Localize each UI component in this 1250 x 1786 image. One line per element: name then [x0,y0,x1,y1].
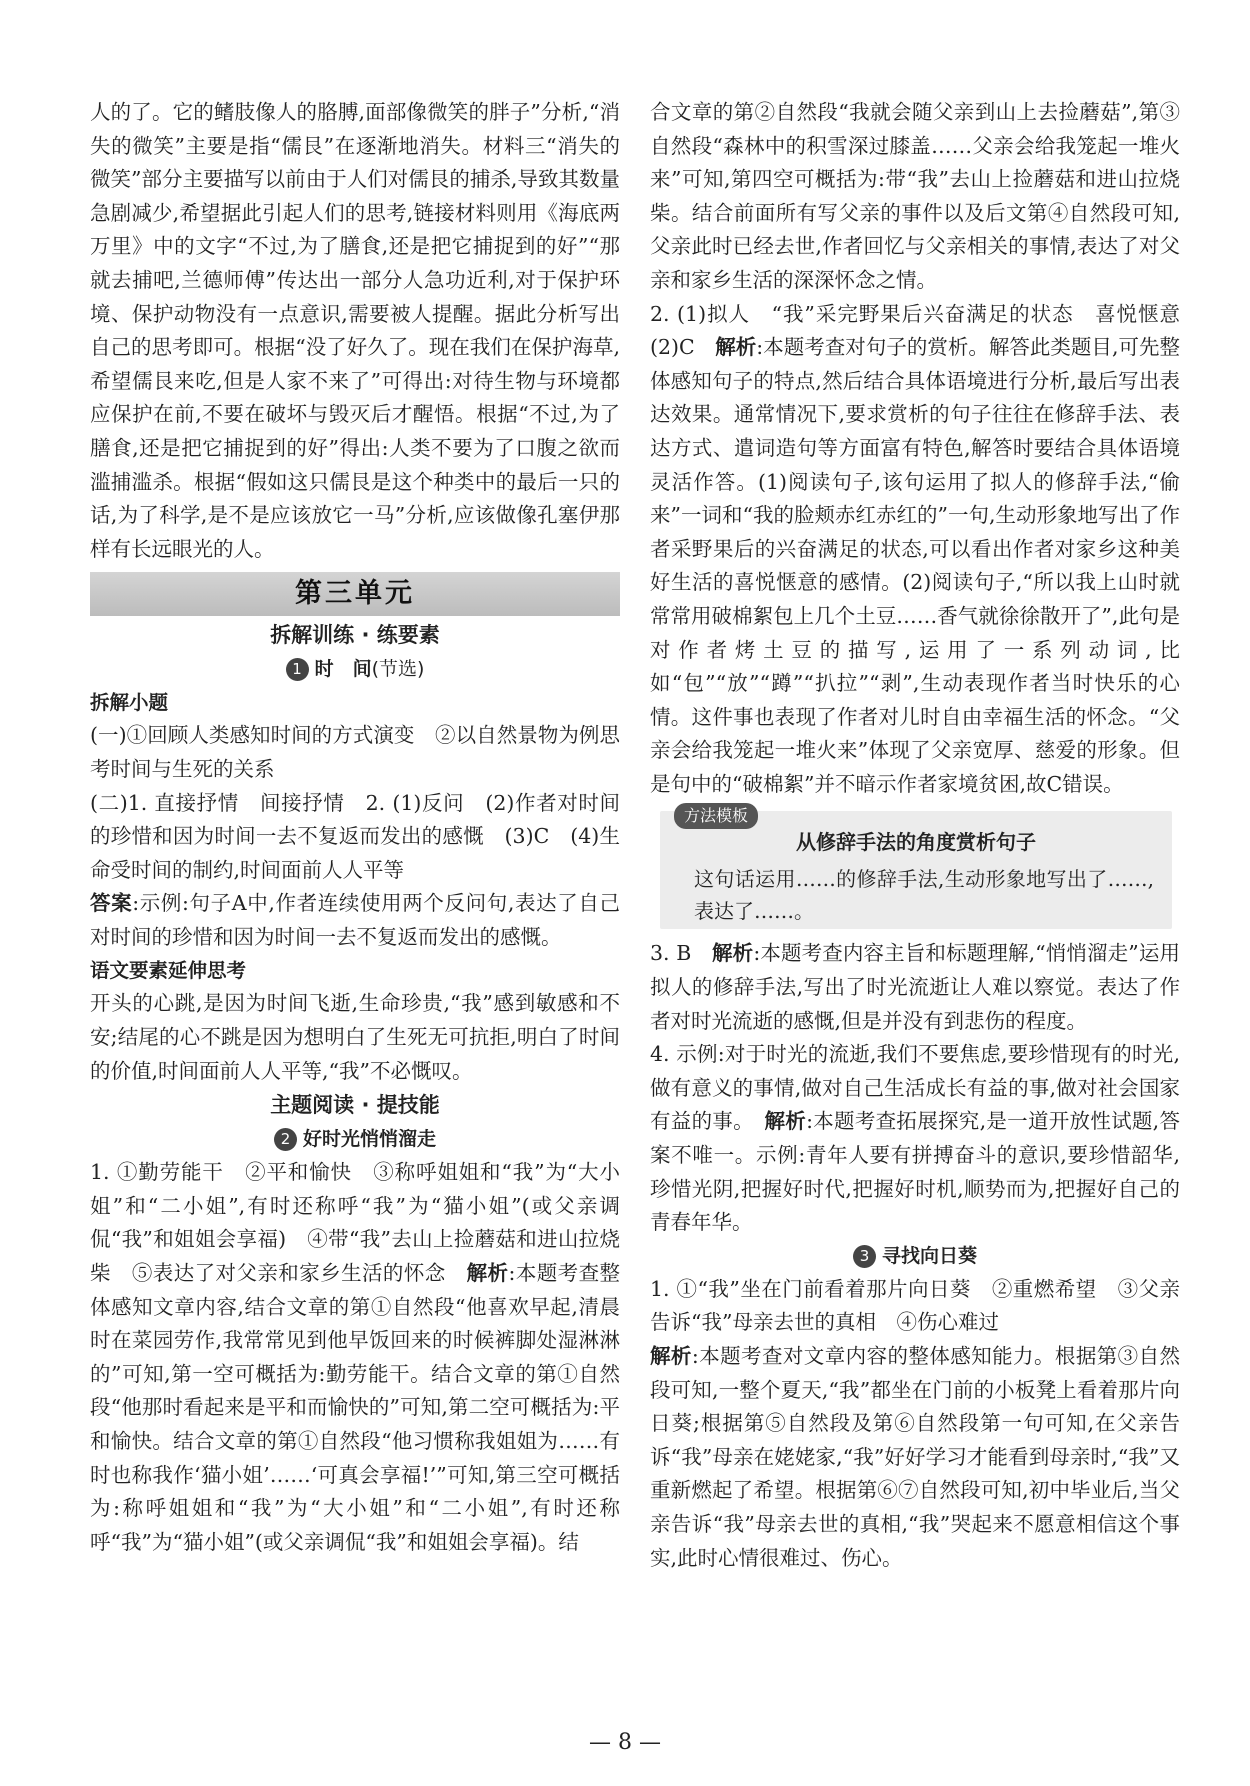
section-heading: 主题阅读 · 提技能 [270,1093,440,1118]
answer-paragraph [650,298,1201,802]
page-number: — 8 — [589,1730,661,1755]
method-text: 这句话运用……的修辞手法,生动形象地写出了……,表达了……。 [694,867,1154,924]
answer-text: 1. ①勤劳能干 ②平和愉快 ③称呼姐姐和“我”为“大小姐”和“二小姐”,有时还称呼“我”为“猫小姐”(或父亲调侃“我”和姐姐会享福) ④带“我”去山上捡蘑菇和进山拉烧柴 ⑤表达了对父亲和家乡生活的怀念 [90,1160,620,1286]
section-heading: 拆解训练 · 练要素 [270,623,440,648]
answer-line: (一)①回顾人类感知时间的方式演变 ②以自然景物为例思考时间与生死的关系 [90,723,620,781]
number-badge: 3 [853,1245,876,1268]
article-title [90,1123,620,1156]
answer-text: :示例:句子A中,作者连续使用两个反问句,表达了自己对时间的珍惜和因为时间一去不复返而发出的感慨。 [90,891,620,949]
analysis-text: :本题考查对文章内容的整体感知能力。根据第③自然段可知,一整个夏天,“我”都坐在门前的小板凳上看着那片向日葵;根据第⑤自然段及第⑥自然段第一句可知,在父亲告诉“我”母亲在姥姥家,“我”好好学习才能看到母亲时,“我”又重新燃起了希望。根据第⑥⑦自然段可知,初中毕业后,当父亲告诉“我”母亲去世的真相,“我”哭起来不愿意相信这个事实,此时心情很难过、伤心。 [650,1344,1181,1570]
answer-line: (二)1. 直接抒情 间接抒情 2. (1)反问 (2)作者对时间的珍惜和因为时间一去不复返而发出的感慨 (3)C (4)生命受时间的制约,时间面前人人平等 [90,790,620,882]
number-badge: 2 [274,1128,297,1151]
left-column [90,96,620,1559]
article-title-text: 寻找向日葵 [881,1244,977,1267]
analysis-text: :本题考查对句子的赏析。解答此类题目,可先整体感知句子的特点,然后结合具体语境进行分析,最后写出表达效果。通常情况下,要求赏析的句子往往在修辞手法、表达方式、遣词造句等方面富有特色,解答时要结合具体语境灵活作答。(1)阅读句子,该句运用了拟人的修辞手法,“偷来”一词和“我的脸颊赤红赤红的”一句,生动形象地写出了作者采野果后的兴奋满足的状态,可以看出作者对家乡这种美好生活的喜悦惬意的感情。(2)阅读句子,“所以我上山时就常常用破棉絮包上几个土豆……香气就徐徐散开了”,此句是对作者烤土豆的描写,运用了一系列动词,比如“包”“放”“蹲”“扒拉”“剥”,生动表现作者当时快乐的心情。这件事也表现了作者对儿时自由幸福生活的怀念。“父亲会给我笼起一堆火来”体现了父亲宽厚、慈爱的形象。但是句中的“破棉絮”并不暗示作者家境贫困,故C错误。 [650,335,1181,796]
analysis-text: :本题考查拓展探究,是一道开放性试题,答案不唯一。示例:青年人要有拼搏奋斗的意识,要珍惜韶华,珍惜光阴,把握好时代,把握好时机,顺势而为,把握好自己的青春年华。 [650,1109,1180,1235]
analysis-text: :本题考查整体感知文章内容,结合文章的第①自然段“他喜欢早起,清晨时在菜园劳作,我常常见到他早饭回来的时候裤脚处湿淋淋的”可知,第一空可概括为:勤劳能干。结合文章的第①自然段“他那时看起来是平和而愉快的”可知,第二空可概括为:平和愉快。结合文章的第①自然段“他习惯称我姐姐为……有时也称我作‘猫小姐’……‘可真会享福!’”可知,第三空可概括为:称呼姐姐和“我”为“大小姐”和“二小姐”,有时还称呼“我”为“猫小姐”(或父亲调侃“我”和姐姐会享福)。结 [90,1261,621,1554]
paragraph: 人的了。它的鳍肢像人的胳膊,面部像微笑的胖子”分析,“消失的微笑”主要是指“儒艮”在逐渐地消失。材料三“消失的微笑”部分主要描写以前由于人们对儒艮的捕杀,导致其数量急剧减少,希望据此引起人们的思考,链接材料则用《海底两万里》中的文字“不过,为了膳食,还是把它捕捉到的好”“那就去捕吧,兰德师傅”传达出一部分人急功近利,对于保护环境、保护动物没有一点意识,需要被人提醒。据此分析写出自己的思考即可。根据“没了好久了。现在我们在保护海草,希望儒艮来吃,但是人家不来了”可得出:对待生物与环境都应保护在前,不要在破坏与毁灭后才醒悟。根据“不过,为了膳食,还是把它捕捉到的好”得出:人类不要为了口腹之欲而滥捕滥杀。根据“假如这只儒艮是这个种类中的最后一只的话,为了科学,是不是应该放它一马”分析,应该做像孔塞伊那样有长远眼光的人。 [90,100,620,561]
article-title-text: 好时光悄悄溜走 [302,1128,436,1151]
analysis-label: 解析 [712,941,754,966]
article-title [90,653,620,686]
article-title [650,1240,1180,1273]
unit-title: 第三单元 [90,572,620,616]
analysis-label: 解析 [650,1344,692,1368]
answer-text: 4. 示例:对于时光的流逝,我们不要焦虑,要珍惜现有的时光,做有意义的事情,做对自己生活成长有益的事,做对社会国家有益的事。 [650,1042,1180,1134]
answer-paragraph [90,887,620,954]
analysis-text: :本题考查内容主旨和标题理解,“悄悄溜走”运用拟人的修辞手法,写出了时光流逝让人难以察觉。表达了作者对时光流逝的感慨,但是并没有到悲伤的程度。 [650,941,1181,1033]
right-column [650,96,1201,1575]
sub-heading: 语文要素延伸思考 [90,959,247,983]
article-note: (节选) [371,658,425,681]
answer-text: 2. (1)拟人 “我”采完野果后兴奋满足的状态 喜悦惬意 (2)C [650,301,1201,360]
answer-line: 1. ①“我”坐在门前看着那片向日葵 ②重燃希望 ③父亲告诉“我”母亲去世的真相 ④伤心难过 [650,1276,1180,1335]
answer-paragraph [650,1340,1180,1575]
article-title-text: 时 间 [314,658,372,681]
analysis-label: 解析 [764,1109,807,1134]
method-template-box [660,806,1172,929]
answer-paragraph [90,1156,620,1559]
answer-paragraph [650,937,1180,1038]
answer-paragraph [650,1038,1180,1240]
paragraph: 开头的心跳,是因为时间飞逝,生命珍贵,“我”感到敏感和不安;结尾的心不跳是因为想明白了生死无可抗拒,明白了时间的价值,时间面前人人平等,“我”不必慨叹。 [90,991,620,1083]
analysis-label: 解析 [715,335,757,360]
answer-text: 3. B [650,941,713,966]
answer-label: 答案 [90,891,133,916]
paragraph: 合文章的第②自然段“我就会随父亲到山上去捡蘑菇”,第③自然段“森林中的积雪深过膝盖……父亲会给我笼起一堆火来”可知,第四空可概括为:带“我”去山上捡蘑菇和进山拉烧柴。结合前面所有写父亲的事件以及后文第④自然段可知,父亲此时已经去世,作者回忆与父亲相关的事情,表达了对父亲和家乡生活的深深怀念之情。 [650,100,1180,292]
sub-heading: 拆解小题 [90,691,169,715]
number-badge: 1 [286,658,309,681]
method-title: 从修辞手法的角度赏析句子 [796,830,1036,855]
analysis-label: 解析 [466,1261,509,1286]
method-tag: 方法模板 [674,803,758,829]
